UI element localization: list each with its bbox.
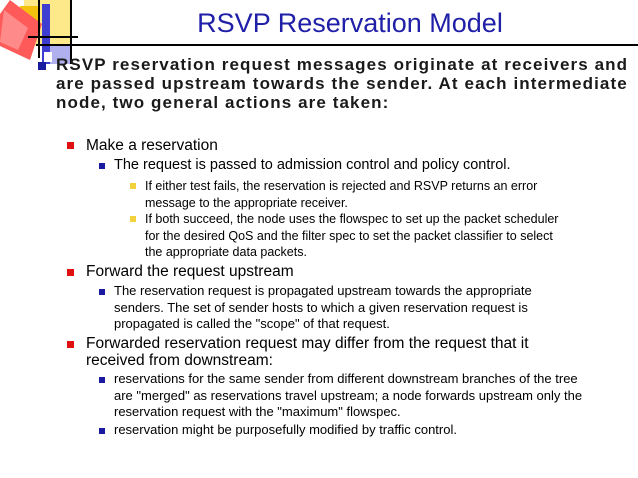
slide-title: RSVP Reservation Model xyxy=(197,8,503,38)
square-bullet-icon xyxy=(67,269,74,276)
admission-control-text: The request is passed to admission control and policy control. xyxy=(114,157,511,173)
title-divider xyxy=(36,44,638,46)
square-bullet-icon xyxy=(38,62,46,70)
square-bullet-icon xyxy=(99,163,105,169)
traffic-control-text: reservation might be purposefully modified by traffic control. xyxy=(114,422,457,437)
square-bullet-icon xyxy=(99,289,105,295)
square-bullet-icon xyxy=(130,183,136,189)
square-bullet-icon xyxy=(67,341,74,348)
scope-text: The reservation request is propagated upstream towards the appropriate senders. The set of sender hosts to which a given reservation request is propagated is called the "scope" of that request. xyxy=(114,283,532,331)
square-bullet-icon xyxy=(99,428,105,434)
action-make-reservation: Make a reservation xyxy=(86,137,218,154)
both-succeed-text: If both succeed, the node uses the flowspec to set up the packet scheduler for the desired QoS and the filter spec to set the packet classifier to select the appropriate data packets. xyxy=(145,212,559,259)
forwarded-request-differs-text: Forwarded reservation request may differ from the request that it received from downstream: xyxy=(86,335,529,369)
square-bullet-icon xyxy=(99,377,105,383)
square-bullet-icon xyxy=(67,142,74,149)
intro-paragraph: RSVP reservation request messages originate at receivers and are passed upstream towards the sender. At each intermediate node, two general actions are taken: xyxy=(56,55,629,112)
merged-reservations-text: reservations for the same sender from different downstream branches of the tree are "merged" as reservations travel upstream; a node forwards upstream only the reservation request with the "maximum" flowspec. xyxy=(114,371,583,419)
square-bullet-icon xyxy=(130,216,136,222)
action-forward-upstream: Forward the request upstream xyxy=(86,263,294,280)
test-fails-text: If either test fails, the reservation is rejected and RSVP returns an error message to the appropriate receiver. xyxy=(145,179,538,210)
